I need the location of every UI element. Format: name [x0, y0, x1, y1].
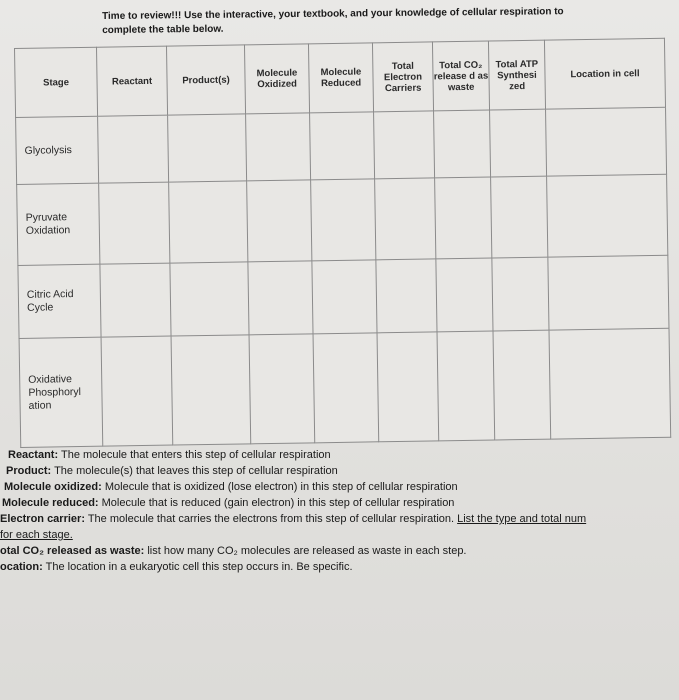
answer-cell[interactable]: [546, 107, 667, 176]
answer-cell[interactable]: [99, 182, 170, 264]
answer-cell[interactable]: [170, 262, 249, 336]
definitions: [0, 447, 679, 575]
table-row: [19, 328, 671, 447]
header-reactant: Reactant: [96, 46, 167, 116]
instructions: [102, 4, 662, 38]
header-electron-carriers: Total Electron Carriers: [372, 42, 433, 112]
answer-cell[interactable]: [436, 258, 493, 332]
answer-cell[interactable]: [491, 176, 548, 258]
answer-cell[interactable]: [548, 255, 669, 330]
review-table: [14, 38, 671, 448]
header-products: Product(s): [166, 45, 245, 115]
stage-pyruvate-oxidation: Pyruvate Oxidation: [17, 183, 100, 265]
answer-cell[interactable]: [434, 110, 491, 178]
answer-cell[interactable]: [549, 328, 671, 439]
definition-co2-released: otal CO₂ released as waste: list how many CO₂ molecules are released as waste in each step.: [0, 545, 467, 557]
answer-cell[interactable]: [377, 332, 439, 442]
answer-cell[interactable]: [248, 261, 313, 335]
header-row: [15, 38, 666, 117]
header-molecule-oxidized: Molecule Oxidized: [244, 44, 309, 114]
answer-cell[interactable]: [246, 113, 311, 181]
answer-cell[interactable]: [310, 112, 375, 180]
answer-cell[interactable]: [171, 335, 251, 445]
header-molecule-reduced: Molecule Reduced: [308, 43, 373, 113]
answer-cell[interactable]: [437, 331, 495, 441]
answer-cell[interactable]: [490, 109, 547, 177]
header-stage: Stage: [15, 47, 98, 117]
answer-cell[interactable]: [168, 114, 247, 182]
definition-electron-carrier: Electron carrier: The molecule that carries the electrons from this step of cellular respiration. List the type and total num: [0, 513, 587, 525]
table-row: [17, 174, 668, 265]
answer-cell[interactable]: [376, 259, 437, 333]
table-row: [16, 107, 667, 184]
definition-location: ocation: The location in a eukaryotic cell this step occurs in. Be specific.: [0, 561, 353, 573]
stage-citric-acid-cycle: Citric Acid Cycle: [18, 264, 101, 338]
answer-cell[interactable]: [247, 180, 312, 262]
answer-cell[interactable]: [101, 336, 173, 446]
answer-cell[interactable]: [547, 174, 668, 257]
answer-cell[interactable]: [100, 263, 171, 337]
answer-cell[interactable]: [492, 257, 549, 331]
definition-electron-carrier-continued: for each stage.: [0, 529, 73, 541]
definition-product: Product: The molecule(s) that leaves this step of cellular respiration: [6, 465, 338, 477]
answer-cell[interactable]: [435, 177, 492, 259]
answer-cell[interactable]: [374, 111, 435, 179]
answer-cell[interactable]: [313, 333, 379, 443]
instructions-line-1: Time to review!!! Use the interactive, your textbook, and your knowledge of cellular respiration to: [102, 6, 564, 22]
stage-oxidative-phosphorylation: Oxidative Phosphoryl ation: [19, 337, 103, 447]
definition-reactant: Reactant: The molecule that enters this step of cellular respiration: [8, 449, 331, 461]
answer-cell[interactable]: [249, 334, 315, 444]
answer-cell[interactable]: [311, 179, 376, 261]
answer-cell[interactable]: [493, 330, 551, 440]
definition-molecule-oxidized: Molecule oxidized: Molecule that is oxidized (lose electron) in this step of cellular respiration: [4, 481, 458, 493]
answer-cell[interactable]: [312, 260, 377, 334]
header-atp-synthesized: Total ATP Synthesi zed: [488, 40, 545, 110]
answer-cell[interactable]: [169, 181, 248, 263]
header-location: Location in cell: [544, 38, 665, 109]
header-co2-released: Total CO₂ release d as waste: [432, 41, 489, 111]
stage-glycolysis: Glycolysis: [16, 116, 99, 184]
answer-cell[interactable]: [375, 178, 436, 260]
definition-molecule-reduced: Molecule reduced: Molecule that is reduced (gain electron) in this step of cellular respiration: [2, 497, 455, 509]
review-table-container: [14, 38, 671, 448]
table-row: [18, 255, 669, 338]
instructions-line-2: complete the table below.: [102, 23, 224, 36]
answer-cell[interactable]: [98, 115, 169, 183]
